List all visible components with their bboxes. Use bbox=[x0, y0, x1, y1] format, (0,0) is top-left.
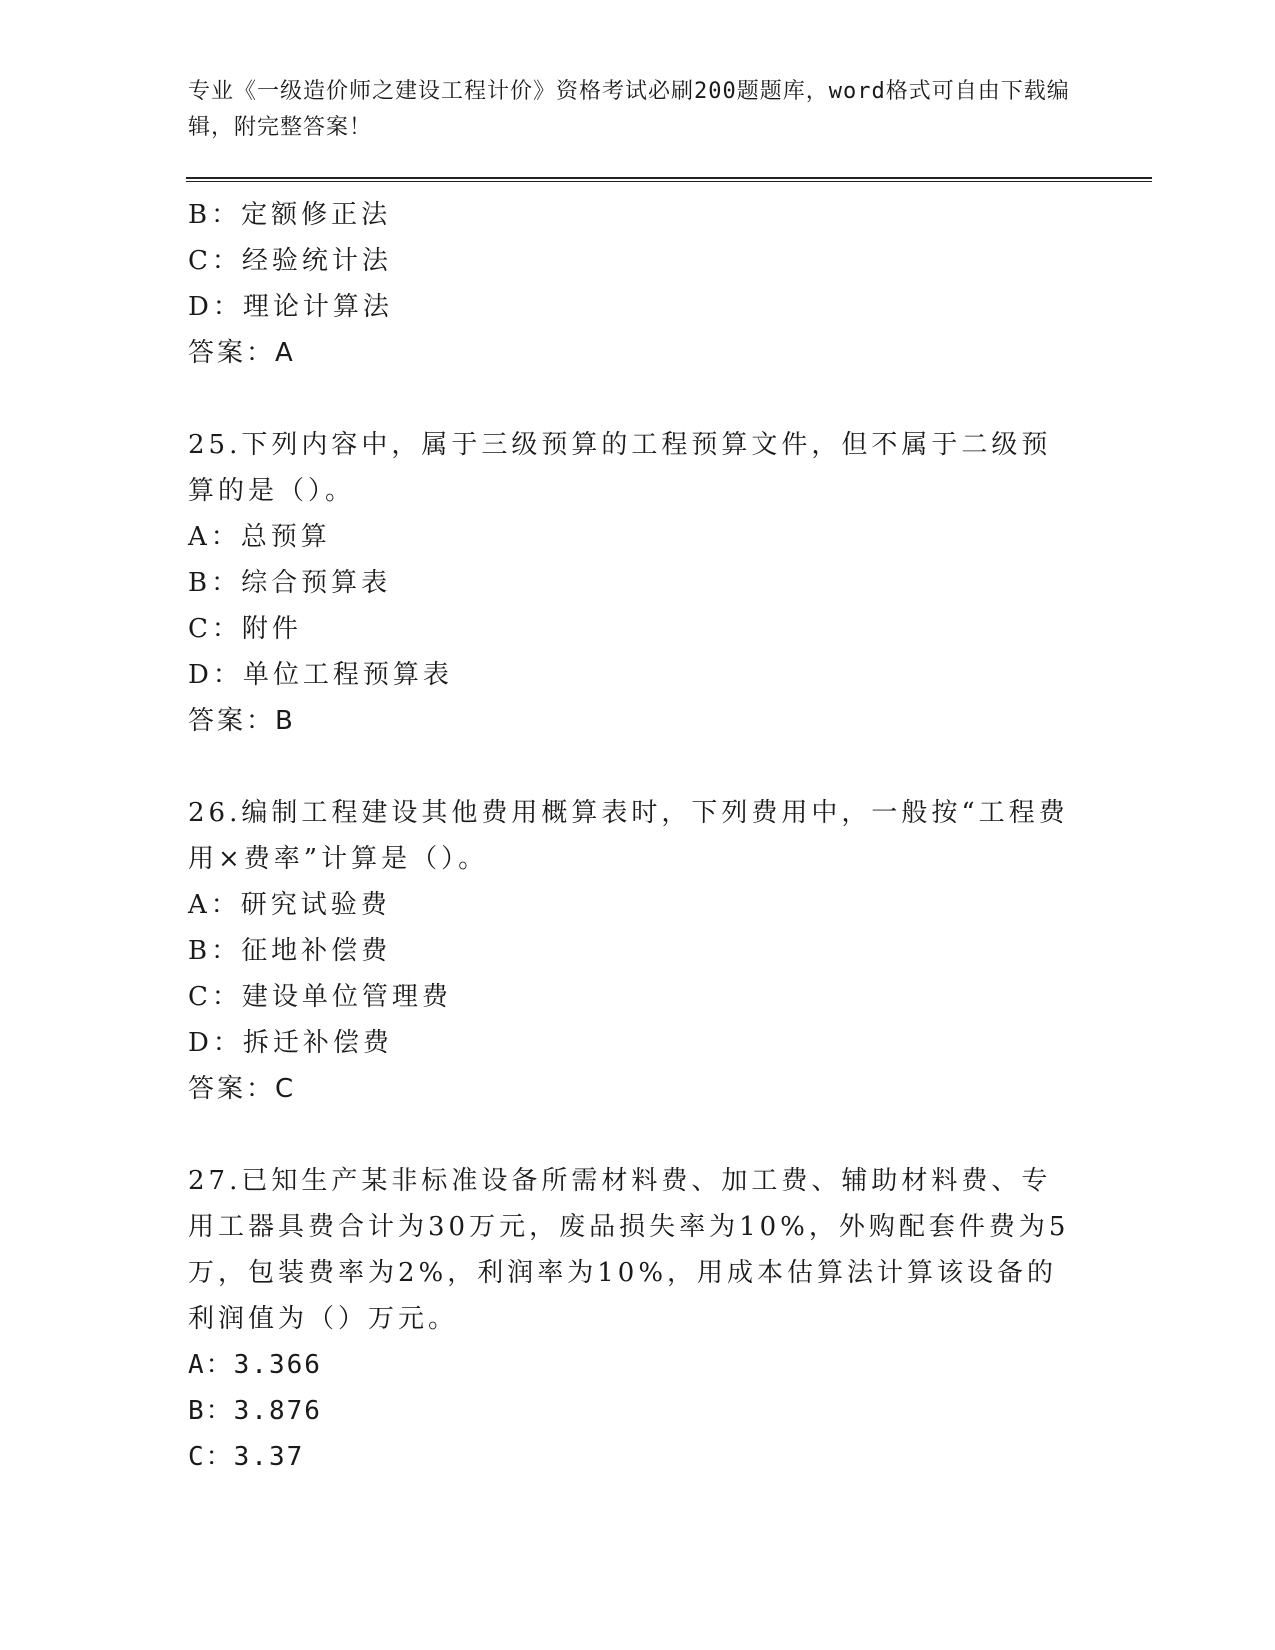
question-26 bbox=[188, 790, 1088, 1112]
option-b: B：综合预算表 bbox=[188, 568, 392, 598]
option-d: D：拆迁补偿费 bbox=[188, 1028, 393, 1058]
answer-line: 答案：A bbox=[188, 338, 296, 368]
document-header: 专业《一级造价师之建设工程计价》资格考试必刷200题题库，word格式可自由下载编辑，附完整答案！ bbox=[188, 79, 1070, 140]
option-b: B：3.876 bbox=[188, 1396, 322, 1426]
question-text: 27.已知生产某非标准设备所需材料费、加工费、辅助材料费、专用工器具费合计为30万元，废品损失率为10%，外购配套件费为5万，包装费率为2%，利润率为10%，用成本估算法计算该设备的利润值为（）万元。 bbox=[188, 1166, 1070, 1334]
question-27 bbox=[188, 1158, 1088, 1480]
option-d: D：单位工程预算表 bbox=[188, 660, 453, 690]
spacer bbox=[188, 744, 1088, 790]
question-text: 25.下列内容中，属于三级预算的工程预算文件，但不属于二级预算的是（）。 bbox=[188, 430, 1052, 506]
answer-line: 答案：B bbox=[188, 706, 296, 736]
spacer bbox=[188, 376, 1088, 422]
question-text: 26.编制工程建设其他费用概算表时，下列费用中，一般按“工程费用×费率”计算是（）。 bbox=[188, 798, 1069, 874]
option-a: A：3.366 bbox=[188, 1350, 322, 1380]
header-rule-thick bbox=[186, 177, 1152, 179]
question-24-continued bbox=[188, 192, 1088, 376]
option-d: D：理论计算法 bbox=[188, 292, 393, 322]
option-c: C：附件 bbox=[188, 614, 302, 644]
spacer bbox=[188, 1112, 1088, 1158]
answer-line: 答案：C bbox=[188, 1074, 297, 1104]
option-c: C：3.37 bbox=[188, 1442, 305, 1472]
document-body bbox=[188, 192, 1088, 1480]
header-rule-thin bbox=[186, 181, 1152, 182]
option-b: B：征地补偿费 bbox=[188, 936, 392, 966]
option-c: C：经验统计法 bbox=[188, 246, 392, 276]
question-25 bbox=[188, 422, 1088, 744]
option-a: A：总预算 bbox=[188, 522, 331, 552]
option-c: C：建设单位管理费 bbox=[188, 982, 452, 1012]
option-b: B：定额修正法 bbox=[188, 200, 392, 230]
option-a: A：研究试验费 bbox=[188, 890, 391, 920]
